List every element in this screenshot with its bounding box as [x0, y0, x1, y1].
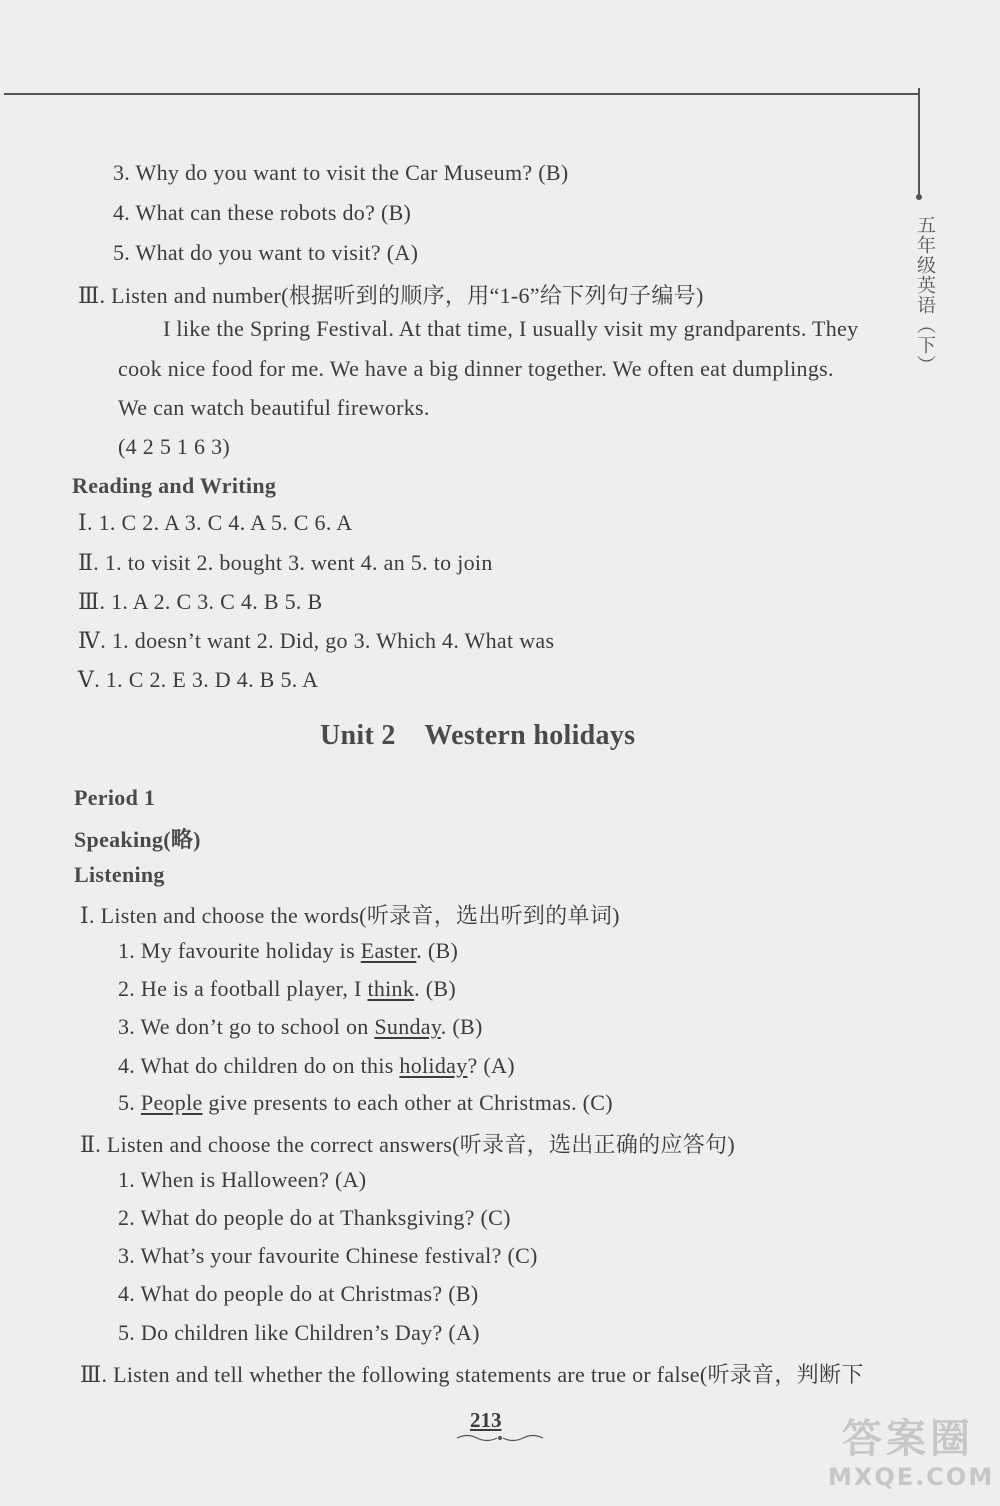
answer-line: 4. What do people do at Christmas? (B)	[118, 1281, 479, 1306]
answer-line: 4. What can these robots do? (B)	[113, 200, 412, 225]
section-heading: Ⅰ. Listen and choose the words(听录音，选出听到的单词)	[80, 903, 620, 928]
side-rule	[918, 88, 920, 196]
section-heading: Ⅲ. Listen and number(根据听到的顺序，用“1-6”给下列句子编号)	[78, 283, 704, 308]
answer-line: 1. When is Halloween? (A)	[118, 1167, 367, 1192]
answer-line: (4 2 5 1 6 3)	[118, 434, 231, 459]
top-rule	[4, 93, 920, 95]
answer-line: 4. What do children do on this holiday? (A)	[118, 1053, 515, 1078]
page-ornament	[455, 1433, 545, 1443]
listening-heading: Listening	[74, 862, 165, 887]
page-number: 213	[470, 1408, 502, 1432]
underlined-word: holiday	[399, 1053, 468, 1078]
section-title-reading-writing: Reading and Writing	[72, 473, 277, 498]
underlined-word: think	[367, 976, 415, 1001]
unit-title: Unit 2 Western holidays	[320, 720, 636, 751]
watermark-logo: 答案圈 MXQE.COM	[828, 1416, 995, 1491]
period-heading: Period 1	[74, 785, 156, 810]
answer-line: 2. What do people do at Thanksgiving? (C)	[118, 1205, 511, 1230]
section-heading: Ⅱ. Listen and choose the correct answers(听录音，选出正确的应答句)	[80, 1132, 735, 1157]
side-book-label: 五年级英语（下）	[914, 215, 936, 375]
answer-line: Ⅰ. 1. C 2. A 3. C 4. A 5. C 6. A	[78, 510, 353, 535]
answer-line: 5. People give presents to each other at Christmas. (C)	[118, 1090, 613, 1115]
section-heading: Ⅲ. Listen and tell whether the following statements are true or false(听录音，判断下	[80, 1362, 864, 1387]
answer-line: 5. What do you want to visit? (A)	[113, 240, 419, 265]
answer-line: Ⅲ. 1. A 2. C 3. C 4. B 5. B	[78, 589, 323, 614]
answer-line: 3. What’s your favourite Chinese festival? (C)	[118, 1243, 538, 1268]
side-rule-dot	[916, 194, 922, 200]
answer-line: Ⅳ. 1. doesn’t want 2. Did, go 3. Which 4. What was	[78, 628, 555, 653]
answer-line: 2. He is a football player, I think. (B)	[118, 976, 456, 1001]
underlined-word: Sunday	[374, 1014, 441, 1039]
passage-line: We can watch beautiful fireworks.	[118, 395, 430, 420]
answer-line: Ⅱ. 1. to visit 2. bought 3. went 4. an 5. to join	[78, 550, 493, 575]
passage-line: cook nice food for me. We have a big dinner together. We often eat dumplings.	[118, 356, 834, 381]
answer-line: Ⅴ. 1. C 2. E 3. D 4. B 5. A	[78, 667, 319, 692]
speaking-heading: Speaking(略)	[74, 827, 201, 852]
passage-line: I like the Spring Festival. At that time, I usually visit my grandparents. They	[163, 316, 859, 341]
underlined-word: Easter	[360, 938, 417, 963]
answer-line: 3. We don’t go to school on Sunday. (B)	[118, 1014, 483, 1039]
answer-line: 5. Do children like Children’s Day? (A)	[118, 1320, 480, 1345]
answer-line: 1. My favourite holiday is Easter. (B)	[118, 938, 459, 963]
underlined-word: People	[140, 1090, 203, 1115]
answer-line: 3. Why do you want to visit the Car Museum? (B)	[113, 160, 569, 185]
